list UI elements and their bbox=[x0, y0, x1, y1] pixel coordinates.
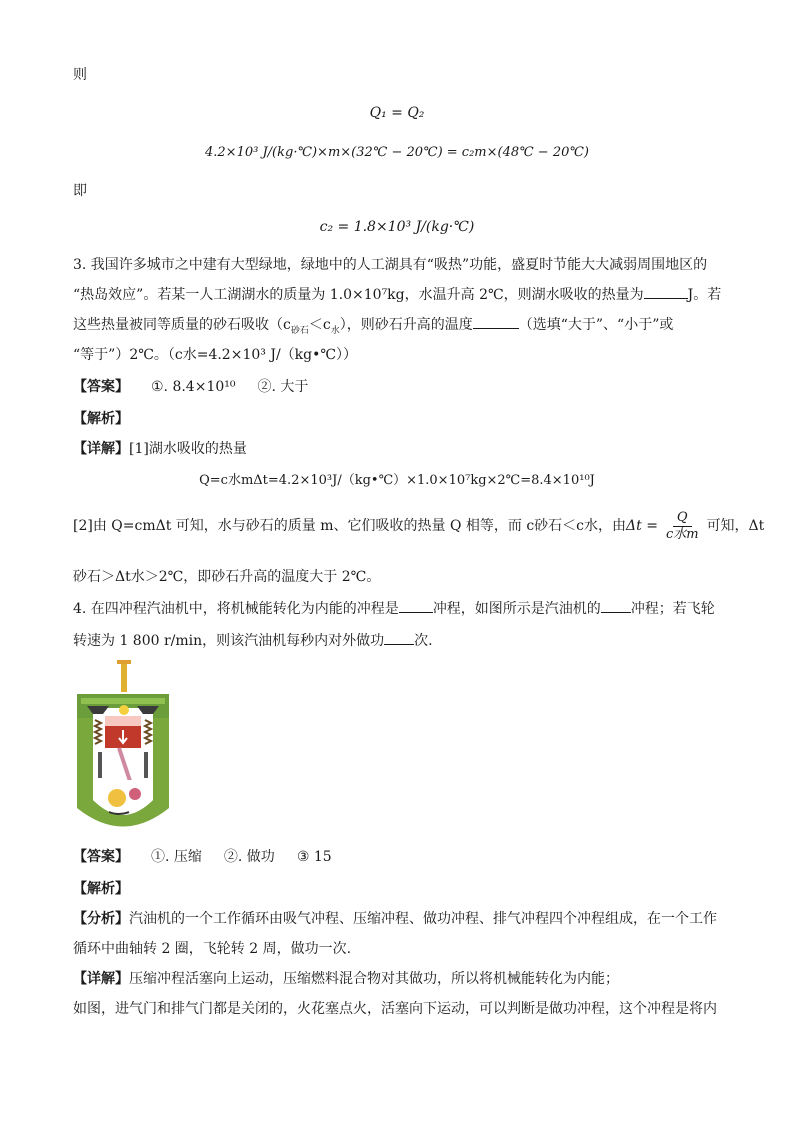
equation-2: 4.2×10³ J/(kg·℃)×m×(32℃ − 20℃) = c₂m×(48℃ − 20℃) bbox=[205, 145, 589, 160]
spark-plug-icon bbox=[121, 664, 127, 692]
spark-plug-top bbox=[117, 660, 131, 664]
q3-answer: 【答案】 ①. 8.4×10¹⁰ ②. 大于 bbox=[73, 379, 309, 395]
q4-analysis-label: 【解析】 bbox=[73, 881, 129, 897]
q4-detail-1: 【详解】压缩冲程活塞向上运动，压缩燃料混合物对其做功，所以将机械能转化为内能； bbox=[73, 971, 619, 987]
crank-pin-icon bbox=[129, 788, 141, 800]
q3-formula: Q=c水mΔt=4.2×10³J/（kg•℃）×1.0×10⁷kg×2℃=8.4×10¹⁰J bbox=[199, 473, 595, 488]
q3-line3: 这些热量被同等质量的砂石吸收$(c_{砂石}<c_水)$，则砂石升高的温度 （选填“大于”、“小于”或 bbox=[73, 314, 673, 342]
q3-blank-2 bbox=[473, 314, 519, 329]
equation-3: c₂ = 1.8×10³ J/(kg·℃) bbox=[319, 219, 475, 235]
q4-line2: 转速为 1 800 r/min，则该汽油机每秒内对外做功 次. bbox=[73, 630, 433, 652]
engine-diagram bbox=[73, 660, 173, 835]
q3-analysis-label: 【解析】 bbox=[73, 411, 129, 427]
q4-blank-1 bbox=[399, 598, 433, 613]
q3-line4: “等于”）2℃。（c水=4.2×10³ J/（kg•℃）） bbox=[73, 347, 358, 363]
head-highlight bbox=[81, 698, 165, 704]
valve-rod-right bbox=[144, 752, 148, 778]
q4-blank-2 bbox=[601, 598, 631, 613]
flywheel-icon bbox=[108, 789, 126, 807]
equation-1: Q₁ = Q₂ bbox=[369, 105, 425, 121]
q4-answer: 【答案】 ①. 压缩 ②. 做功 ③ 15 bbox=[73, 849, 332, 865]
spring-left-icon bbox=[95, 720, 101, 744]
spring-right-icon bbox=[145, 720, 151, 744]
q3-line2: “热岛效应”。若某一人工湖湖水的质量为 1.0×10⁷kg，水温升高 2℃，则湖水吸收的热量为 J。若 bbox=[73, 284, 721, 306]
q4-detail-2: 如图，进气门和排气门都是关闭的，火花塞点火，活塞向下运动，可以判断是做功冲程，这个冲程是将内 bbox=[73, 1001, 717, 1017]
q3-detail-1: 【详解】[1]湖水吸收的热量 bbox=[73, 441, 247, 457]
q4-fenxi-2: 循环中曲轴转 2 圈，飞轮转 2 周，做功一次. bbox=[73, 941, 352, 957]
q3-line1: 3. 我国许多城市之中建有大型绿地，绿地中的人工湖具有“吸热”功能，盛夏时节能大大减弱周围地区的 bbox=[73, 257, 708, 273]
spark-icon bbox=[119, 705, 129, 715]
valve-rod-left bbox=[98, 752, 102, 778]
q4-line1: 4. 在四冲程汽油机中，将机械能转化为内能的冲程是 冲程，如图所示是汽油机的 冲程；若飞轮 bbox=[73, 598, 715, 620]
combustion-gas bbox=[105, 716, 141, 726]
text-ji: 即 bbox=[73, 183, 87, 199]
q3-detail-3: 砂石＞Δt水＞2℃，即砂石升高的温度大于 2℃。 bbox=[73, 569, 381, 585]
q3-detail-2: [2]由 Q=cmΔt 可知，水与砂石的质量 m、它们吸收的热量 Q 相等，而 c砂石＜c水，由Δt = $\frac{Q}{\text{c水m}}$ 可知，Δt bbox=[73, 509, 765, 542]
q4-blank-3 bbox=[384, 630, 414, 645]
q4-fenxi-1: 【分析】汽油机的一个工作循环由吸气冲程、压缩冲程、做功冲程、排气冲程四个冲程组成，在一个工作 bbox=[73, 911, 717, 927]
text-ze: 则 bbox=[73, 67, 87, 83]
q3-blank-1 bbox=[644, 284, 688, 299]
